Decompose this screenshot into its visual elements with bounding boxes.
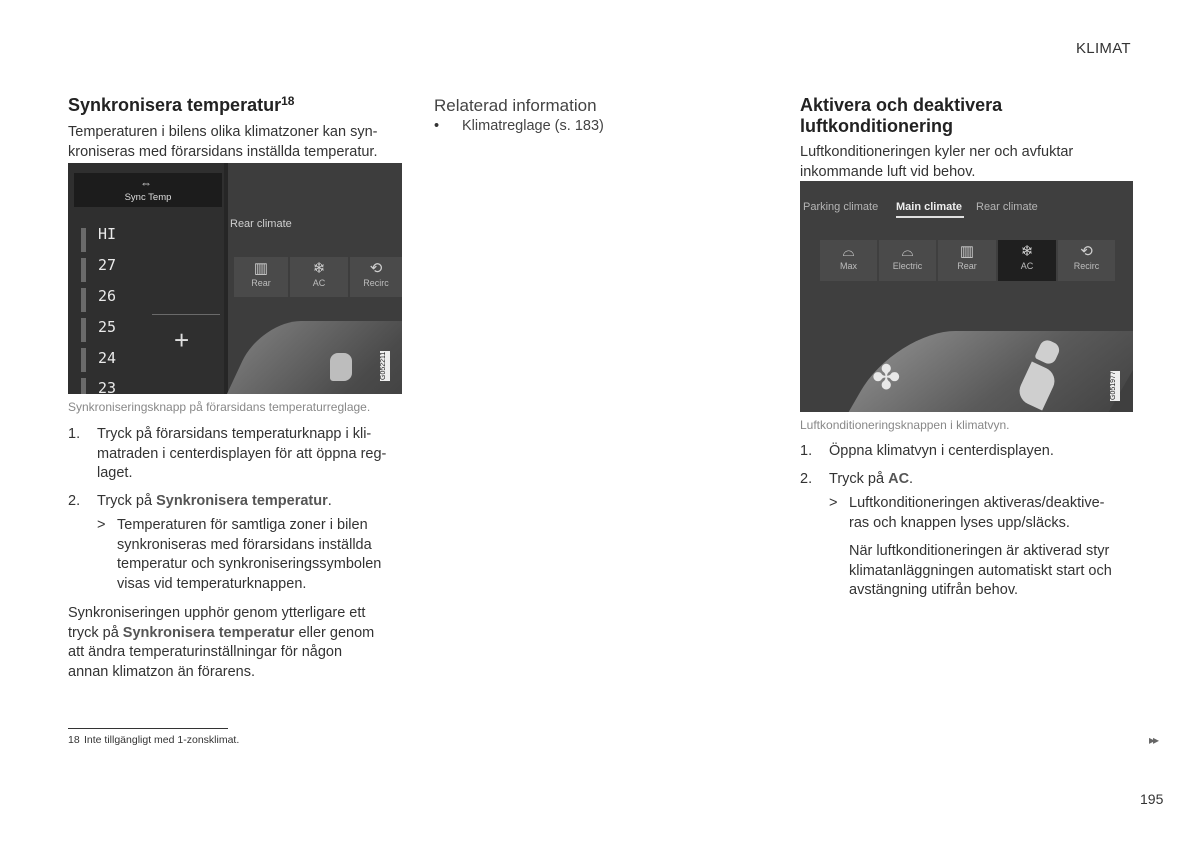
related-heading: Relaterad information xyxy=(434,96,597,115)
seat-graphic xyxy=(815,331,1133,412)
temp-value: 27 xyxy=(98,256,117,274)
recirc-button[interactable]: ⟲ Recirc xyxy=(1058,240,1115,281)
left-column xyxy=(68,95,408,162)
recirc-icon: ⟲ xyxy=(369,260,383,277)
footnote-rule xyxy=(68,728,228,729)
footnote: 18 Inte tillgängligt med 1-zonsklimat. xyxy=(68,734,240,746)
right-column xyxy=(800,95,1140,182)
tab-main-climate[interactable]: Main climate xyxy=(896,201,963,213)
outro-text: Synkroniseringen upphör genom ytterligare ett tryck på Synkronisera temperatur eller genom att ändra temperaturinställningar för någon annan klimatzon än förarens. xyxy=(68,605,375,680)
temp-value: HI xyxy=(98,225,117,243)
step-2-result: > Temperaturen för samtliga zoner i bilen synkroniseras med förarsidans inställda temperatur och synkroniseringssymbolen visas vid temperaturknappen. xyxy=(97,517,382,592)
step-2: 2. Tryck på Synkronisera temperatur. xyxy=(68,492,332,509)
image-code: G052211 xyxy=(380,351,390,381)
footnote-ref: 18 xyxy=(281,94,295,108)
related-item[interactable] xyxy=(434,117,754,137)
max-defrost-icon: ⌓ xyxy=(842,243,855,260)
temp-value: 25 xyxy=(98,318,117,336)
seat-icon xyxy=(330,353,352,381)
right-steps xyxy=(800,442,1140,601)
tab-rear-climate[interactable]: Rear climate xyxy=(230,218,292,230)
section-label: KLIMAT xyxy=(1076,40,1131,57)
intro-text: Temperaturen i bilens olika klimatzoner kan syn-kroniseras med förarsidans inställda temperatur. xyxy=(68,124,378,160)
section-title: Synkronisera temperatur$^{18}$ xyxy=(68,94,295,115)
step-2-result: > Luftkonditioneringen aktiveras/deaktive- ras och knappen lyses upp/släcks. xyxy=(829,495,1105,531)
figure-caption: Luftkonditioneringsknappen i klimatvyn. xyxy=(800,418,1010,432)
continue-arrows-icon[interactable]: ▸▸ xyxy=(1149,733,1158,747)
tab-active-underline xyxy=(896,216,964,218)
electric-defrost-button[interactable]: ⌓ Electric xyxy=(879,240,936,281)
step-1: 1. Öppna klimatvyn i centerdisplayen. xyxy=(800,443,1054,459)
seat-graphic xyxy=(205,321,402,394)
figure-caption: Synkroniseringsknapp på förarsidans temperaturreglage. xyxy=(68,400,371,414)
related-link[interactable]: Klimatreglage (s. 183) xyxy=(462,118,604,134)
electric-defrost-icon: ⌓ xyxy=(901,243,914,260)
sync-temp-screenshot xyxy=(68,163,402,394)
section-title: Aktivera och deaktivera luftkonditionering xyxy=(800,95,1003,136)
related-info xyxy=(434,96,754,137)
temp-value: 23 xyxy=(98,379,117,394)
rear-defrost-icon: ▥ xyxy=(959,243,975,260)
ac-snowflake-icon: ❄ xyxy=(1020,243,1034,260)
bullet-icon: • xyxy=(434,118,440,134)
intro-text: Luftkonditioneringen kyler ner och avfuktar inkommande luft vid behov. xyxy=(800,144,1074,180)
max-defrost-button[interactable]: ⌓ Max xyxy=(820,240,877,281)
step-2: 2. Tryck på AC. xyxy=(800,470,914,487)
rear-defrost-button[interactable]: ▥ Rear xyxy=(234,257,288,297)
sync-temp-label: Sync Temp xyxy=(124,192,172,203)
step-1: 1. Tryck på förarsidans temperaturknapp i kli- matraden i centerdisplayen för att öppna reg- laget. xyxy=(68,426,387,481)
ac-button[interactable]: ❄ AC xyxy=(998,240,1056,281)
temp-scale-bar xyxy=(81,228,86,394)
left-steps xyxy=(68,425,408,682)
tab-parking-climate[interactable]: Parking climate xyxy=(803,201,879,213)
page-number: 195 xyxy=(1140,791,1164,807)
recirc-button[interactable]: ⟲ Recirc xyxy=(350,257,402,297)
ac-screenshot xyxy=(800,181,1133,412)
temp-value: 26 xyxy=(98,287,117,305)
tab-rear-climate[interactable]: Rear climate xyxy=(976,201,1038,213)
recirc-icon: ⟲ xyxy=(1080,243,1093,260)
sync-temp-button[interactable] xyxy=(74,173,222,207)
temp-value: 24 xyxy=(98,349,117,367)
fan-icon: ✤ xyxy=(872,359,901,397)
plus-button[interactable]: + xyxy=(174,325,190,355)
temp-panel-divider xyxy=(152,314,220,315)
rear-defrost-button[interactable]: ▥ Rear xyxy=(938,240,996,281)
result-note: När luftkonditioneringen är aktiverad styr klimatanläggningen automatiskt start och avstängning utifrån behov. xyxy=(849,543,1112,598)
ac-button[interactable]: ❄ AC xyxy=(290,257,348,297)
image-code: G051977 xyxy=(1110,371,1120,401)
sync-icon: ⇔ xyxy=(140,176,152,190)
ac-snowflake-icon: ❄ xyxy=(312,260,326,277)
rear-defrost-icon: ▥ xyxy=(253,260,269,277)
